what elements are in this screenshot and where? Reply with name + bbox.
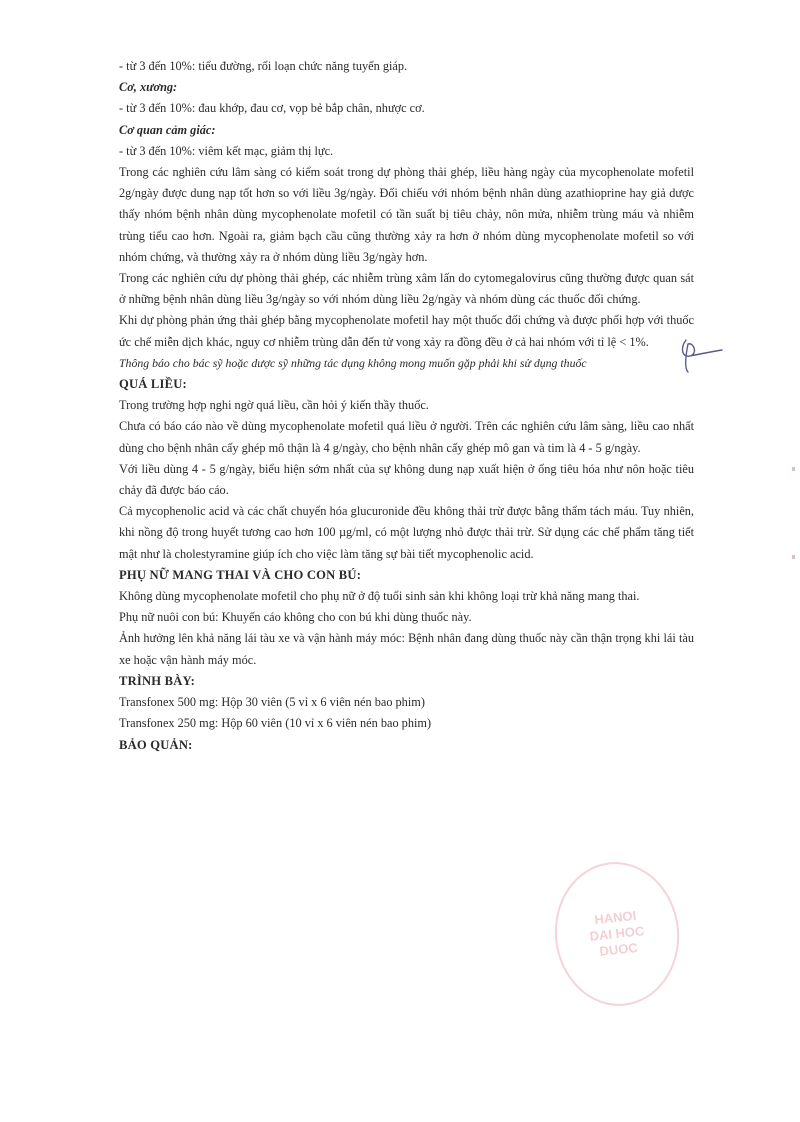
paragraph-infection-mortality: Khi dự phòng phản ứng thải ghép bằng mycophenolate mofetil hay một thuốc đối chứng và được phối hợp với thuốc ức chế miễn dịch khác, nguy cơ nhiễm trùng dẫn đến tử vong xảy ra đồng đều ở cả hai nhóm với tỉ lệ < 1%.: [119, 313, 694, 349]
presentation-250mg: Transfonex 250 mg: Hộp 60 viên (10 vỉ x 6 viên nén bao phim): [119, 716, 432, 731]
document-body: [119, 56, 694, 756]
paragraph-pregnancy: Không dùng mycophenolate mofetil cho phụ nữ ở độ tuổi sinh sản khi không loại trừ khả năng mang thai.: [119, 589, 640, 604]
paragraph-overdose-reports: Chưa có báo cáo nào về dùng mycophenolate mofetil quá liều ở người. Trên các nghiên cứu lâm sàng, liều cao nhất dùng cho bệnh nhân cấy ghép mô thận là 4 g/ngày, cho bệnh nhân cấy ghép mô gan và tim là 4 - 5 g/ngày.: [119, 419, 694, 455]
paragraph-clinical-trials: Trong các nghiên cứu lâm sàng có kiểm soát trong dự phòng thải ghép, liều hàng ngày của mycophenolate mofetil 2g/ngày được dung nạp tốt hơn so với liều 3g/ngày. Đối chiếu với nhóm bệnh nhân dùng azathioprine hay giả dược thấy nhóm bệnh nhân dùng mycophenolate mofetil có tần suất bị tiêu chảy, nôn mửa, nhiễm trùng máu và nhiễm trùng tiểu cao hơn. Ngoài ra, giảm bạch cầu cũng thường xảy ra hơn ở nhóm dùng mycophenolate mofetil so với nhóm chứng, và thường xảy ra ở nhóm dùng liều 3g/ngày hơn.: [119, 165, 694, 264]
side-effect-sensory-line: - từ 3 đến 10%: viêm kết mạc, giảm thị lực.: [119, 143, 334, 158]
edge-mark: [792, 467, 795, 471]
stamp-line-2: DAI HOC: [588, 923, 646, 944]
section-heading-pregnancy: PHỤ NỮ MANG THAI VÀ CHO CON BÚ:: [119, 567, 362, 582]
paragraph-overdose-symptoms: Với liều dùng 4 - 5 g/ngày, biểu hiện sớm nhất của sự không dung nạp xuất hiện ở ống tiêu hóa như nôn hoặc tiêu chảy đã được báo cáo.: [119, 461, 694, 498]
subheading-sensory-organs: Cơ quan cảm giác:: [119, 122, 216, 137]
stamp-line-3: DUOC: [598, 939, 639, 959]
paragraph-overdose-advice: Trong trường hợp nghi ngờ quá liều, cần hỏi ý kiến thầy thuốc.: [119, 398, 429, 413]
edge-mark: [792, 555, 795, 559]
section-heading-storage: BẢO QUẢN:: [119, 737, 193, 752]
side-effect-musculoskeletal-line: - từ 3 đến 10%: đau khớp, đau cơ, vọp bẻ bắp chân, nhược cơ.: [119, 101, 425, 116]
paragraph-driving: Ảnh hưởng lên khả năng lái tàu xe và vận hành máy móc: Bệnh nhân đang dùng thuốc này cần thận trọng khi lái tàu xe hoặc vận hành máy móc.: [119, 631, 694, 667]
faded-stamp: [548, 856, 686, 1012]
paragraph-breastfeeding: Phụ nữ nuôi con bú: Khuyến cáo không cho con bú khi dùng thuốc này.: [119, 610, 472, 625]
section-heading-overdose: QUÁ LIỀU:: [119, 377, 187, 392]
handwritten-signature: [676, 334, 726, 374]
paragraph-cytomegalovirus: Trong các nghiên cứu dự phòng thải ghép, các nhiễm trùng xâm lấn do cytomegalovirus cũng thường được quan sát ở những bệnh nhân dùng liều 3g/ngày so với nhóm dùng liều 2g/ngày và nhóm dùng các thuốc đối chứng.: [119, 271, 694, 307]
section-heading-presentation: TRÌNH BÀY:: [119, 673, 196, 688]
presentation-500mg: Transfonex 500 mg: Hộp 30 viên (5 vỉ x 6 viên nén bao phim): [119, 695, 425, 710]
stamp-line-1: HANOI: [593, 907, 637, 928]
subheading-musculoskeletal: Cơ, xương:: [119, 80, 178, 95]
adverse-effect-notice: Thông báo cho bác sỹ hoặc dược sỹ những tác dụng không mong muốn gặp phải khi sử dụng thuốc: [119, 355, 587, 370]
paragraph-dialysis: Cả mycophenolic acid và các chất chuyển hóa glucuronide đều không thải trừ được bằng thẩm tách máu. Tuy nhiên, khi nồng độ trong huyết tương cao hơn 100 µg/ml, có một lượng nhỏ được thải trừ. Sử dụng các chế phẩm tăng tiết mật như là cholestyramine giúp ích cho việc làm tăng sự bài tiết mycophenolic acid.: [119, 504, 694, 561]
side-effect-endocrine-line: - từ 3 đến 10%: tiểu đường, rối loạn chức năng tuyến giáp.: [119, 59, 408, 73]
